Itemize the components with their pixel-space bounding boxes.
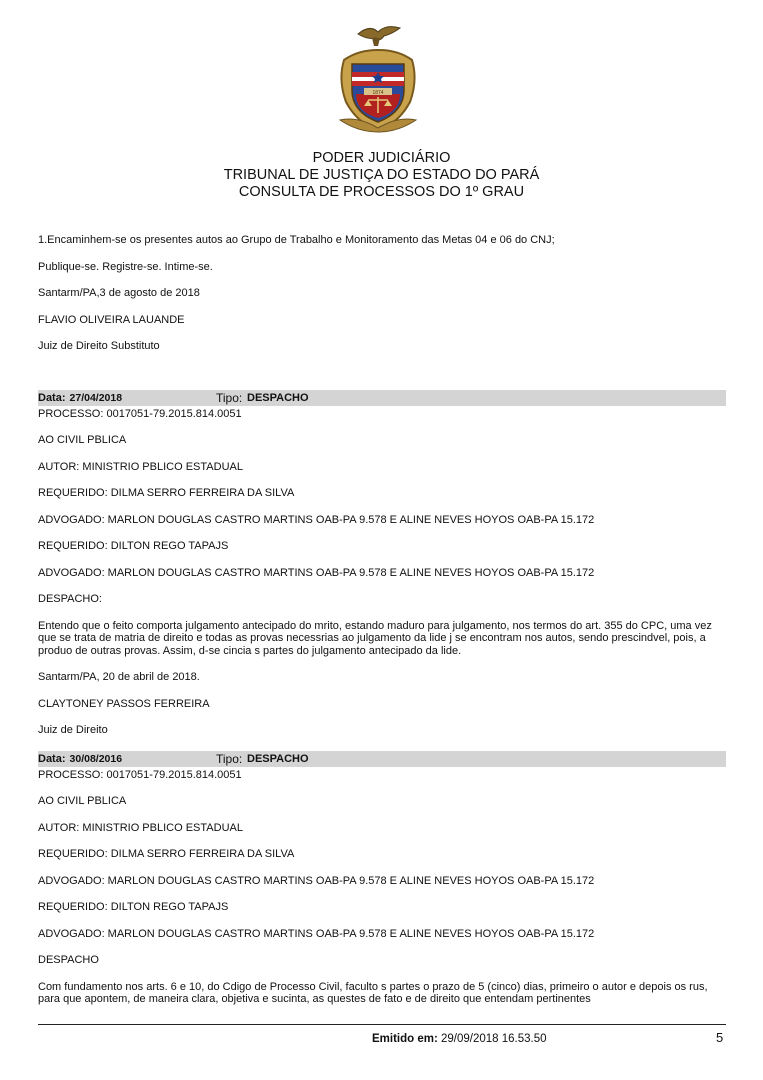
requerido-line: REQUERIDO: DILTON REGO TAPAJS [38, 901, 229, 913]
despacho-heading: DESPACHO [38, 954, 99, 966]
header-line-1: PODER JUDICIÁRIO [312, 150, 451, 166]
judge-name: CLAYTONEY PASSOS FERREIRA [38, 697, 210, 710]
court-seal-logo [328, 20, 428, 138]
date-label: Data: [38, 752, 66, 765]
tipo-label: Tipo: [216, 751, 243, 766]
footer-emitted [372, 1033, 547, 1045]
acao-line: AO CIVIL PBLICA [38, 434, 127, 446]
date-value: 30/08/2016 [69, 752, 123, 765]
advogado-line: ADVOGADO: MARLON DOUGLAS CASTRO MARTINS OAB-PA 9.578 E ALINE NEVES HOYOS OAB-PA 15.172 [38, 566, 595, 579]
intro-paragraph-2: Publique-se. Registre-se. Intime-se. [38, 260, 213, 273]
footer-divider [38, 1024, 726, 1025]
emitido-value: 29/09/2018 16.53.50 [441, 1033, 547, 1045]
page-number: 5 [716, 1030, 724, 1045]
intro-paragraph-1: 1.Encaminhem-se os presentes autos ao Grupo de Trabalho e Monitoramento das Metas 04 e 06 do CNJ; [38, 234, 555, 246]
place-date-line: Santarm/PA, 20 de abril de 2018. [38, 671, 200, 683]
intro-paragraph-3: Santarm/PA,3 de agosto de 2018 [38, 287, 200, 299]
requerido-line: REQUERIDO: DILMA SERRO FERREIRA DA SILVA [38, 848, 295, 860]
tipo-label: Tipo: [216, 390, 243, 405]
despacho-heading: DESPACHO: [38, 593, 102, 605]
despacho-body: Entendo que o feito comporta julgamento antecipado do mrito, estando maduro para julgamento, nos termos do art. 355 do CPC, uma vez que se trata de matria de direito e todas as provas necessrias ao julgamento da lide j se encontram nos autos, sendo prescindvel, pois, a produo de outras provas. Assim, d-se cincia s partes do julgamento antecipado da lide. [38, 619, 712, 657]
autor-line: AUTOR: MINISTRIO PBLICO ESTADUAL [38, 460, 243, 473]
advogado-line: ADVOGADO: MARLON DOUGLAS CASTRO MARTINS OAB-PA 9.578 E ALINE NEVES HOYOS OAB-PA 15.172 [38, 927, 595, 940]
requerido-line: REQUERIDO: DILTON REGO TAPAJS [38, 540, 229, 552]
judge-role: Juiz de Direito [38, 724, 108, 736]
intro-paragraph-5: Juiz de Direito Substituto [38, 340, 160, 352]
emitido-label: Emitido em: [372, 1033, 438, 1045]
document-body [38, 234, 726, 1020]
document-header [0, 150, 763, 201]
autor-line: AUTOR: MINISTRIO PBLICO ESTADUAL [38, 821, 243, 834]
tipo-value: DESPACHO [247, 391, 309, 404]
acao-line: AO CIVIL PBLICA [38, 795, 127, 807]
advogado-line: ADVOGADO: MARLON DOUGLAS CASTRO MARTINS OAB-PA 9.578 E ALINE NEVES HOYOS OAB-PA 15.172 [38, 874, 595, 887]
processo-line: PROCESSO: 0017051-79.2015.814.0051 [38, 407, 242, 420]
despacho-body: Com fundamento nos arts. 6 e 10, do Cdigo de Processo Civil, faculto s partes o prazo de 5 (cinco) dias, primeiro o autor e depois os rus, para que apontem, de maneira clara, objetiva e sucinta, as questes de fato e de direito que entendam pertinentes [38, 980, 708, 1005]
entry-header-bar [38, 751, 726, 767]
date-value: 27/04/2018 [69, 391, 123, 404]
header-line-2: TRIBUNAL DE JUSTIÇA DO ESTADO DO PARÁ [223, 167, 540, 183]
seal-year-text: 1874 [372, 90, 384, 96]
advogado-line: ADVOGADO: MARLON DOUGLAS CASTRO MARTINS OAB-PA 9.578 E ALINE NEVES HOYOS OAB-PA 15.172 [38, 513, 595, 526]
entry-header-bar [38, 390, 726, 406]
date-label: Data: [38, 391, 66, 404]
intro-paragraph-4: FLAVIO OLIVEIRA LAUANDE [38, 313, 185, 326]
tipo-value: DESPACHO [247, 752, 309, 765]
requerido-line: REQUERIDO: DILMA SERRO FERREIRA DA SILVA [38, 487, 295, 499]
processo-line: PROCESSO: 0017051-79.2015.814.0051 [38, 768, 242, 781]
header-line-3: CONSULTA DE PROCESSOS DO 1º GRAU [238, 184, 525, 200]
